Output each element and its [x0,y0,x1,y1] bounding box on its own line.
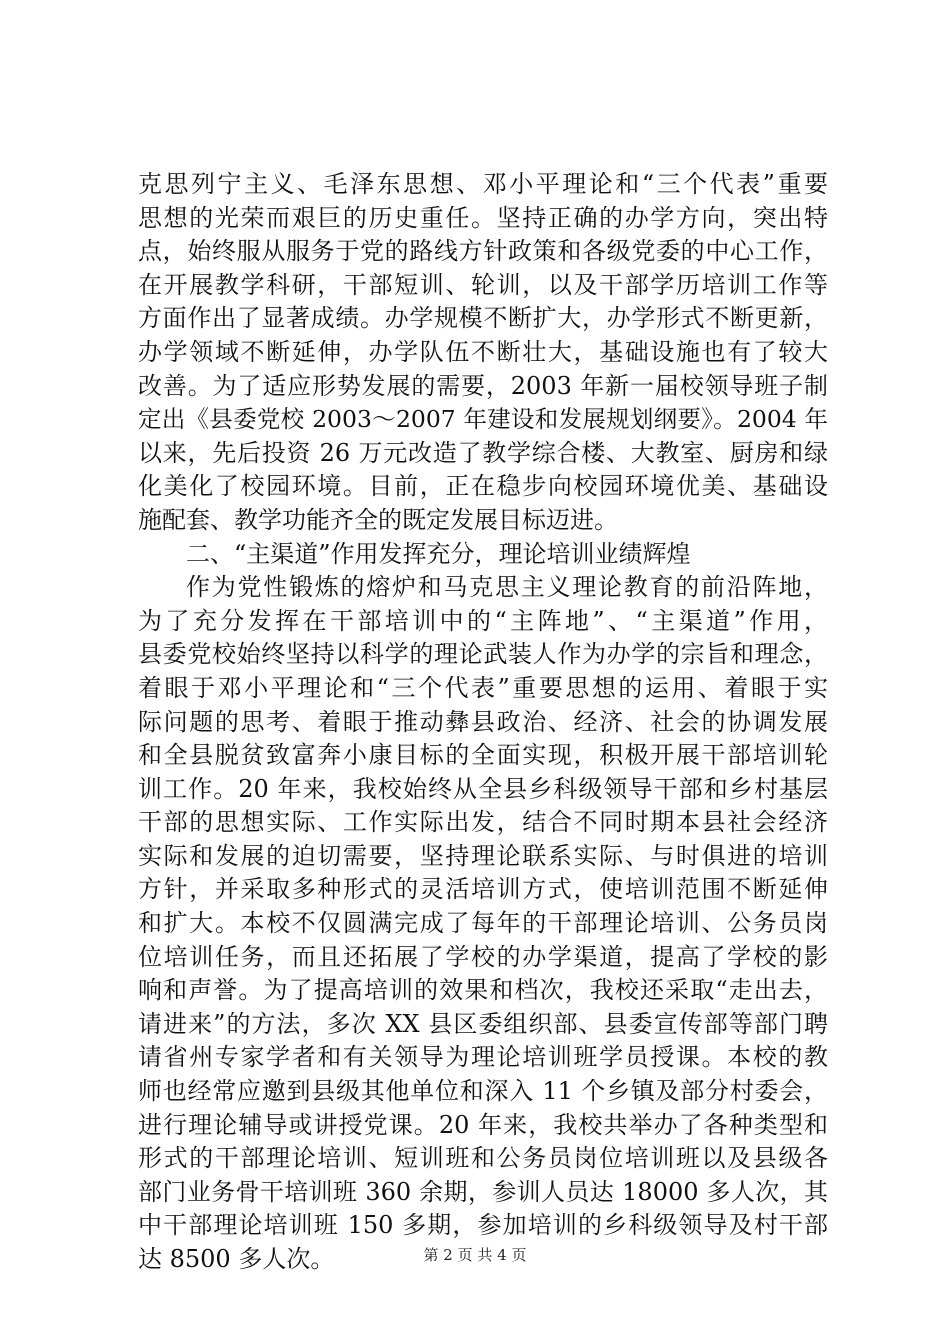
paragraph-1 [138,168,828,538]
text-line: 着眼于邓小平理论和“三个代表”重要思想的运用、着眼于实 [138,673,828,702]
paragraph-2 [138,571,828,1276]
text-line: 和扩大。本校不仅圆满完成了每年的干部理论培训、公务员岗 [138,909,828,938]
text-line: 克思列宁主义、毛泽东思想、邓小平理论和“三个代表”重要 [138,170,828,198]
text-line: 在开展教学科研，干部短训、轮训，以及干部学历培训工作等 [138,270,828,299]
text-line: 方针，并采取多种形式的灵活培训方式，使培训范围不断延伸 [138,875,828,904]
page-footer: 第 2 页 共 4 页 [423,1246,527,1264]
text-line: 训工作。20 年来，我校始终从全县乡科级领导干部和乡村基层 [138,774,828,803]
text-line: 师也经常应邀到县级其他单位和深入 11 个乡镇及部分村委会， [138,1077,828,1106]
text-line: 中干部理论培训班 150 多期，参加培训的乡科级领导及村干部 [138,1211,828,1240]
text-line: 干部的思想实际、工作实际出发，结合不同时期本县社会经济 [138,808,828,837]
text-line: 县委党校始终坚持以科学的理论武装人作为办学的宗旨和理念， [138,640,828,669]
text-line: 响和声誉。为了提高培训的效果和档次，我校还采取“走出去， [138,976,828,1005]
text-line: 点，始终服从服务于党的路线方针政策和各级党委的中心工作， [138,237,828,266]
section-heading: 二、“主渠道”作用发挥充分，理论培训业绩辉煌 [186,539,691,568]
text-line: 定出《县委党校 2003～2007 年建设和发展规划纲要》。2004 年 [138,405,828,434]
text-line: 和全县脱贫致富奔小康目标的全面实现，积极开展干部培训轮 [138,741,828,770]
text-line: 改善。为了适应形势发展的需要，2003 年新一届校领导班子制 [138,371,828,400]
text-line: 请进来”的方法，多次 XX 县区委组织部、县委宣传部等部门聘 [138,1009,828,1038]
text-line: 施配套、教学功能齐全的既定发展目标迈进。 [138,505,618,534]
text-line: 方面作出了显著成绩。办学规模不断扩大，办学形式不断更新， [138,304,828,333]
text-line: 进行理论辅导或讲授党课。20 年来，我校共举办了各种类型和 [138,1110,828,1139]
text-line: 以来，先后投资 26 万元改造了教学综合楼、大教室、厨房和绿 [138,438,828,467]
text-line: 请省州专家学者和有关领导为理论培训班学员授课。本校的教 [138,1043,828,1072]
text-line: 实际和发展的迫切需要，坚持理论联系实际、与时俱进的培训 [138,841,828,870]
text-line: 形式的干部理论培训、短训班和公务员岗位培训班以及县级各 [138,1144,828,1173]
text-line: 思想的光荣而艰巨的历史重任。坚持正确的办学方向，突出特 [138,203,828,232]
text-line: 部门业务骨干培训班 360 余期，参训人员达 18000 多人次，其 [138,1177,828,1206]
text-line: 办学领域不断延伸，办学队伍不断壮大，基础设施也有了较大 [138,337,828,366]
text-line: 达 8500 多人次。 [138,1245,335,1273]
body-text [138,168,828,1277]
text-line: 位培训任务，而且还拓展了学校的办学渠道，提高了学校的影 [138,942,828,971]
text-line: 为了充分发挥在干部培训中的“主阵地”、“主渠道”作用， [138,606,828,635]
text-line: 化美化了校园环境。目前，正在稳步向校园环境优美、基础设 [138,472,828,501]
text-line: 作为党性锻炼的熔炉和马克思主义理论教育的前沿阵地， [186,573,828,602]
text-line: 际问题的思考、着眼于推动彝县政治、经济、社会的协调发展 [138,707,828,736]
